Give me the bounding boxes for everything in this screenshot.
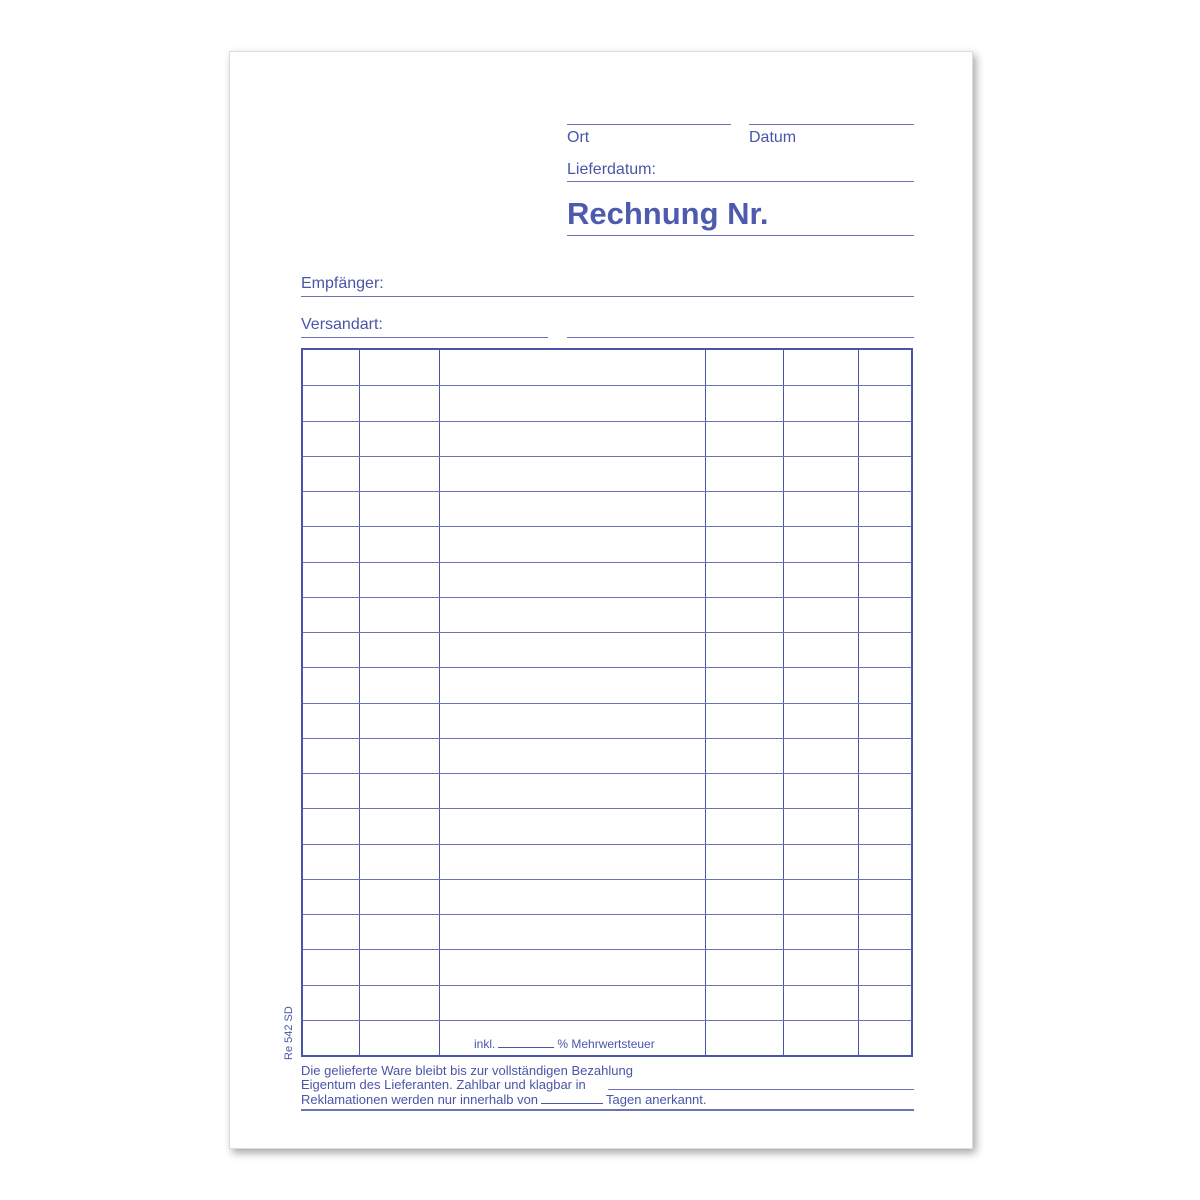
versandart-line[interactable]	[301, 337, 548, 338]
ort-line[interactable]	[567, 124, 731, 125]
ort-label: Ort	[567, 129, 590, 146]
payment-place-line[interactable]	[608, 1089, 914, 1090]
footer-line-3-suffix: Tagen anerkannt.	[606, 1092, 707, 1107]
table-row-line	[303, 421, 911, 422]
footer-line-1: Die gelieferte Ware bleibt bis zur vollständigen Bezahlung	[301, 1063, 633, 1078]
vat-note	[474, 1038, 655, 1050]
complaint-days-field[interactable]	[541, 1103, 603, 1104]
empfaenger-line[interactable]	[301, 296, 914, 297]
versandart-label: Versandart:	[301, 316, 383, 333]
lieferdatum-label: Lieferdatum:	[567, 161, 656, 178]
invoice-number-line[interactable]	[567, 235, 914, 236]
table-row-line	[303, 738, 911, 739]
versandart-extra-line[interactable]	[567, 337, 914, 338]
table-row-line	[303, 526, 911, 527]
table-row-line	[303, 844, 911, 845]
table-row-line	[303, 632, 911, 633]
vat-prefix: inkl.	[474, 1037, 496, 1051]
lieferdatum-line[interactable]	[567, 181, 914, 182]
table-row-line	[303, 703, 911, 704]
invoice-form-sheet	[229, 51, 973, 1149]
table-row-line	[303, 949, 911, 950]
table-row-line	[303, 914, 911, 915]
table-row-line	[303, 456, 911, 457]
footer-line-2: Eigentum des Lieferanten. Zahlbar und klagbar in	[301, 1077, 586, 1092]
footer-bottom-rule	[301, 1109, 914, 1111]
empfaenger-label: Empfänger:	[301, 275, 384, 292]
table-row-line	[303, 879, 911, 880]
invoice-title: Rechnung Nr.	[567, 196, 769, 231]
table-row-line	[303, 597, 911, 598]
table-row-line	[303, 773, 911, 774]
item-table	[301, 348, 913, 1057]
table-row-line	[303, 491, 911, 492]
table-row-line	[303, 562, 911, 563]
table-row-line	[303, 1020, 911, 1021]
footer-line-3	[301, 1093, 707, 1106]
table-row-line	[303, 385, 911, 386]
table-row-line	[303, 667, 911, 668]
vat-suffix: % Mehrwertsteuer	[557, 1037, 655, 1051]
form-code: Re 542 SD	[283, 1006, 295, 1060]
footer-line-3-prefix: Reklamationen werden nur innerhalb von	[301, 1092, 539, 1107]
datum-line[interactable]	[749, 124, 914, 125]
datum-label: Datum	[749, 129, 797, 146]
table-row-line	[303, 808, 911, 809]
table-row-line	[303, 985, 911, 986]
vat-rate-field[interactable]	[498, 1047, 554, 1048]
